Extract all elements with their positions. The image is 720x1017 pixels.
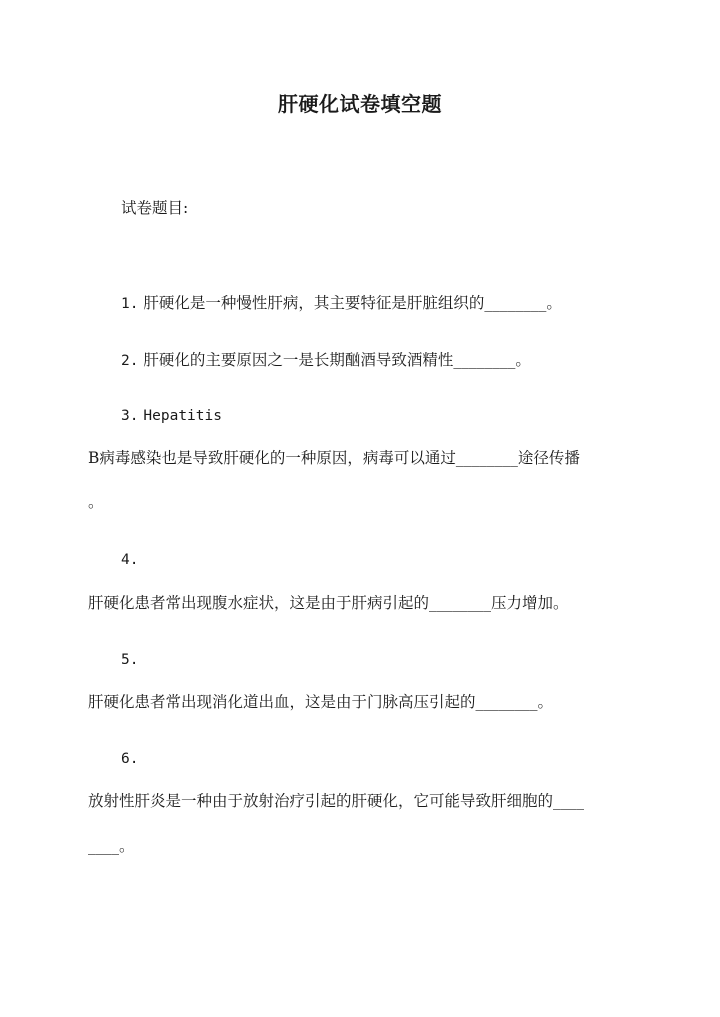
page-title: 肝硬化试卷填空题 — [278, 92, 442, 116]
question-5-number: 5. — [121, 652, 139, 668]
question-6-number: 6. — [121, 751, 139, 767]
question-4-number: 4. — [121, 552, 139, 568]
question-3-head — [121, 405, 222, 426]
question-5-text: 肝硬化患者常出现消化道出血，这是由于门脉高压引起的________。 — [88, 693, 554, 711]
question-number: 1. — [121, 296, 139, 312]
question-3-line1: B病毒感染也是导致肝硬化的一种原因，病毒可以通过________途径传播 — [88, 449, 580, 467]
question-text: 肝硬化是一种慢性肝病，其主要特征是肝脏组织的________。 — [143, 294, 562, 312]
section-label: 试卷题目: — [121, 199, 189, 217]
question-6-line2: ____。 — [88, 837, 135, 855]
question-6-line1: 放射性肝炎是一种由于放射治疗引起的肝硬化，它可能导致肝细胞的____ — [88, 792, 585, 810]
question-3-line2: 。 — [88, 493, 104, 511]
question-text: 肝硬化的主要原因之一是长期酗酒导致酒精性________。 — [143, 351, 531, 369]
question-number: 2. — [121, 353, 139, 369]
question-number: 3. — [121, 408, 139, 424]
question-text-head: Hepatitis — [143, 408, 222, 424]
question-1 — [121, 293, 562, 314]
question-4-text: 肝硬化患者常出现腹水症状，这是由于肝病引起的________压力增加。 — [88, 594, 569, 612]
question-2 — [121, 350, 531, 371]
